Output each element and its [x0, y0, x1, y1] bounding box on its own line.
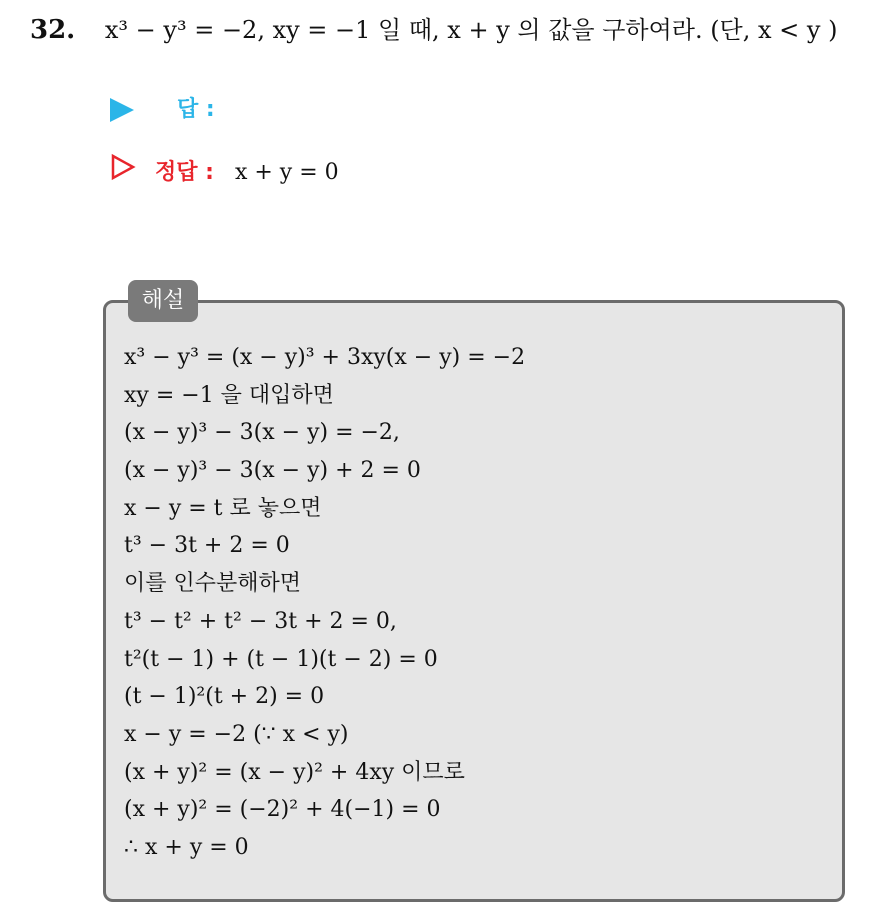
explanation-line: (t − 1)²(t + 2) = 0: [124, 684, 325, 710]
explanation-tag: 해설: [128, 280, 198, 322]
answer-row: [110, 92, 215, 128]
explanation-line: t³ − 3t + 2 = 0: [124, 533, 290, 559]
problem-number: 32.: [30, 15, 76, 45]
explanation-line: (x + y)² = (−2)² + 4(−1) = 0: [124, 797, 441, 823]
answer-label: 답 :: [177, 97, 215, 122]
explanation-line: (x + y)² = (x − y)² + 4xy 이므로: [124, 759, 465, 785]
explanation-line: x − y = −2 (∵ x < y): [124, 721, 349, 747]
explanation-line: 이를 인수분해하면: [124, 571, 302, 597]
explanation-line: xy = −1 을 대입하면: [124, 382, 334, 408]
explanation-line: x³ − y³ = (x − y)³ + 3xy(x − y) = −2: [124, 345, 526, 370]
problem-text: x³ − y³ = −2, xy = −1 일 때, x + y 의 값을 구하여라. (단, x < y ): [104, 16, 838, 44]
correct-answer-label: 정답 :: [155, 160, 214, 185]
explanation-line: t³ − t² + t² − 3t + 2 = 0,: [124, 608, 397, 634]
play-triangle-icon: [110, 98, 134, 122]
explanation-line: (x − y)³ − 3(x − y) = −2,: [124, 420, 400, 446]
outline-triangle-icon: [110, 153, 136, 193]
explanation-line: x − y = t 로 놓으면: [124, 495, 322, 521]
problem-statement: [30, 10, 875, 50]
correct-answer-row: [110, 153, 339, 189]
explanation-line: ∴ x + y = 0: [124, 834, 249, 860]
explanation-line: t²(t − 1) + (t − 1)(t − 2) = 0: [124, 646, 438, 672]
explanation-lines: [124, 339, 824, 867]
correct-answer-value: x + y = 0: [234, 160, 339, 185]
explanation-line: (x − y)³ − 3(x − y) + 2 = 0: [124, 458, 421, 484]
